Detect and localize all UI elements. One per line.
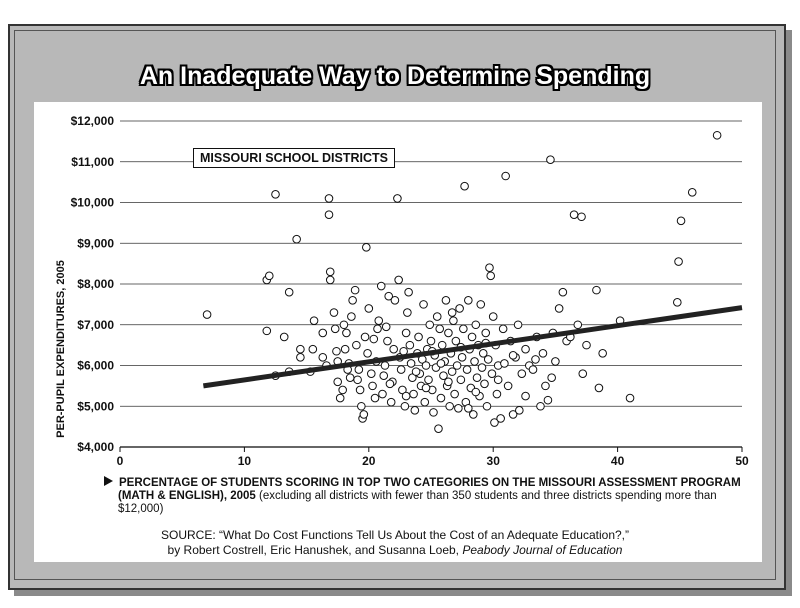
data-point <box>355 366 363 374</box>
data-point <box>458 354 466 362</box>
data-point <box>455 404 463 412</box>
data-point <box>516 407 524 415</box>
data-point <box>330 309 338 317</box>
data-point <box>353 341 361 349</box>
data-point <box>460 325 468 333</box>
data-point <box>539 349 547 357</box>
data-point <box>593 286 601 294</box>
data-point <box>514 321 522 329</box>
data-point <box>559 288 567 296</box>
data-point <box>465 404 473 412</box>
data-point <box>351 286 359 294</box>
data-point <box>481 380 489 388</box>
data-point <box>713 131 721 139</box>
data-point <box>555 305 563 313</box>
data-point <box>473 374 481 382</box>
data-point <box>595 384 603 392</box>
y-axis-label: PER-PUPIL EXPENDITURES, 2005 <box>55 260 67 438</box>
x-tick-label: 40 <box>610 454 625 468</box>
data-point <box>478 364 486 372</box>
data-point <box>433 313 441 321</box>
data-point <box>450 317 458 325</box>
arrow-right-icon <box>104 476 113 486</box>
source-line-1: SOURCE: “What Do Cost Functions Tell Us About the Cost of an Adequate Education?,” <box>160 528 630 542</box>
x-tick-label: 0 <box>116 454 124 468</box>
data-point <box>334 378 342 386</box>
data-point <box>397 366 405 374</box>
data-point <box>574 321 582 329</box>
data-point <box>363 244 371 252</box>
data-point <box>349 297 357 305</box>
source-note <box>60 528 730 558</box>
data-point <box>401 402 409 410</box>
data-point <box>501 360 509 368</box>
data-point <box>404 309 412 317</box>
data-point <box>411 407 419 415</box>
data-point <box>358 402 366 410</box>
data-point <box>384 337 392 345</box>
data-point <box>326 268 334 276</box>
x-tick-label: 20 <box>362 454 376 468</box>
data-point <box>360 411 368 419</box>
data-point <box>675 258 683 266</box>
data-point <box>380 372 388 380</box>
y-tick-labels <box>71 114 115 454</box>
data-point <box>504 382 512 390</box>
data-point <box>472 388 480 396</box>
y-tick-label: $4,000 <box>77 440 114 454</box>
data-point <box>369 382 377 390</box>
data-point <box>293 235 301 243</box>
annotation-box: MISSOURI SCHOOL DISTRICTS <box>193 148 395 168</box>
data-point <box>326 276 334 284</box>
y-tick-label: $6,000 <box>77 358 114 373</box>
data-point <box>394 195 402 203</box>
y-tick-label: $7,000 <box>77 317 114 332</box>
data-point <box>325 211 333 219</box>
data-point <box>367 370 375 378</box>
data-point <box>494 376 502 384</box>
data-point <box>493 390 501 398</box>
y-tick-label: $11,000 <box>71 154 114 169</box>
data-point <box>522 345 530 353</box>
data-point <box>674 299 682 307</box>
data-point <box>325 195 333 203</box>
data-point <box>445 329 453 337</box>
data-point <box>354 376 362 384</box>
data-point <box>371 394 379 402</box>
x-tick-label: 50 <box>735 454 749 468</box>
data-point <box>391 297 399 305</box>
data-point <box>333 347 341 355</box>
data-point <box>319 329 327 337</box>
data-point <box>341 345 349 353</box>
data-point <box>463 366 471 374</box>
data-point <box>522 392 530 400</box>
data-point <box>402 329 410 337</box>
y-tick-label: $12,000 <box>70 114 114 128</box>
x-axis-label-main: PERCENTAGE OF STUDENTS SCORING IN TOP TWO CATEGORIES ON THE MISSOURI ASSESSMENT PROGRAM (MATH & ENGLISH), 2005 <box>118 477 741 502</box>
data-point <box>437 360 445 368</box>
chart-title: An Inadequate Way to Determine Spending <box>139 62 651 90</box>
data-point <box>422 362 430 370</box>
y-tick-label: $5,000 <box>77 399 114 414</box>
data-point <box>412 368 420 376</box>
data-point <box>381 362 389 370</box>
data-point <box>346 374 354 382</box>
data-point <box>509 352 517 360</box>
data-point <box>453 362 461 370</box>
data-point <box>379 390 387 398</box>
x-axis-label-note: (excluding all districts with fewer than 350 students and three districts spending more than $12,000) <box>118 490 717 515</box>
gridlines <box>120 121 742 447</box>
source-authors: by Robert Costrell, Eric Hanushek, and Susanna Loeb, <box>167 543 460 557</box>
y-tick-label: $10,000 <box>70 195 114 210</box>
data-point <box>386 380 394 388</box>
data-point <box>382 323 390 331</box>
data-point <box>537 402 545 410</box>
data-point <box>677 217 685 225</box>
data-point <box>451 390 459 398</box>
data-point <box>263 327 271 335</box>
data-point <box>477 301 485 309</box>
source-line-2 <box>60 543 730 558</box>
data-point <box>446 402 454 410</box>
data-point <box>405 288 413 296</box>
data-point <box>542 382 550 390</box>
data-point <box>356 386 364 394</box>
data-point <box>387 398 395 406</box>
data-point <box>472 321 480 329</box>
data-point <box>339 386 347 394</box>
data-point <box>336 394 344 402</box>
data-point <box>390 345 398 353</box>
data-point <box>488 370 496 378</box>
data-point <box>420 301 428 309</box>
data-point <box>297 354 305 362</box>
data-point <box>599 349 607 357</box>
x-tick-labels <box>117 447 749 468</box>
data-point <box>502 172 510 180</box>
data-point <box>456 305 464 313</box>
data-point <box>310 317 318 325</box>
data-point <box>364 349 372 357</box>
data-point <box>442 297 450 305</box>
data-point <box>309 345 317 353</box>
data-point <box>438 341 446 349</box>
data-point <box>365 305 373 313</box>
data-point <box>484 356 492 364</box>
data-point <box>544 396 552 404</box>
data-point <box>331 325 339 333</box>
data-point <box>483 402 491 410</box>
data-point <box>688 189 696 197</box>
data-point <box>402 392 410 400</box>
data-point <box>626 394 634 402</box>
source-journal: Peabody Journal of Education <box>462 543 623 557</box>
data-point <box>583 341 591 349</box>
data-point <box>374 325 382 333</box>
data-point <box>578 213 586 221</box>
data-point <box>272 191 280 199</box>
data-point <box>529 366 537 374</box>
data-point <box>343 329 351 337</box>
data-point <box>406 341 414 349</box>
data-point <box>348 313 356 321</box>
data-point <box>415 333 423 341</box>
data-point <box>457 376 465 384</box>
data-point <box>410 390 418 398</box>
data-point <box>489 313 497 321</box>
data-point <box>570 211 578 219</box>
data-point <box>461 182 469 190</box>
data-point <box>482 329 490 337</box>
data-point <box>486 264 494 272</box>
data-point <box>448 309 456 317</box>
data-point <box>407 360 415 368</box>
data-point <box>465 297 473 305</box>
data-point <box>280 333 288 341</box>
data-point <box>203 311 211 319</box>
data-point <box>445 378 453 386</box>
data-point <box>422 384 430 392</box>
data-point <box>547 156 555 164</box>
data-point <box>425 376 433 384</box>
x-tick-label: 10 <box>237 454 252 468</box>
data-point <box>427 337 435 345</box>
data-point <box>375 317 383 325</box>
data-point <box>377 282 385 290</box>
data-point <box>370 335 378 343</box>
data-point <box>548 374 556 382</box>
y-tick-label: $9,000 <box>77 236 114 251</box>
x-axis-label <box>118 476 742 516</box>
data-point <box>319 354 327 362</box>
x-tick-label: 30 <box>486 454 500 468</box>
data-point <box>579 370 587 378</box>
data-point <box>430 409 438 417</box>
y-tick-label: $8,000 <box>77 277 114 291</box>
data-point <box>437 394 445 402</box>
data-point <box>297 345 305 353</box>
data-point <box>435 425 443 433</box>
data-point <box>499 325 507 333</box>
data-point <box>340 321 348 329</box>
data-point <box>421 398 429 406</box>
data-point <box>471 358 479 366</box>
data-point <box>552 358 560 366</box>
data-point <box>518 370 526 378</box>
data-point <box>426 321 434 329</box>
data-point <box>436 325 444 333</box>
data-point <box>468 333 476 341</box>
data-point <box>497 415 505 423</box>
data-point <box>265 272 273 280</box>
trend-line <box>203 308 742 386</box>
data-point <box>532 356 540 364</box>
data-point <box>487 272 495 280</box>
data-point <box>361 333 369 341</box>
data-point <box>395 276 403 284</box>
data-points <box>203 131 721 432</box>
data-point <box>285 288 293 296</box>
